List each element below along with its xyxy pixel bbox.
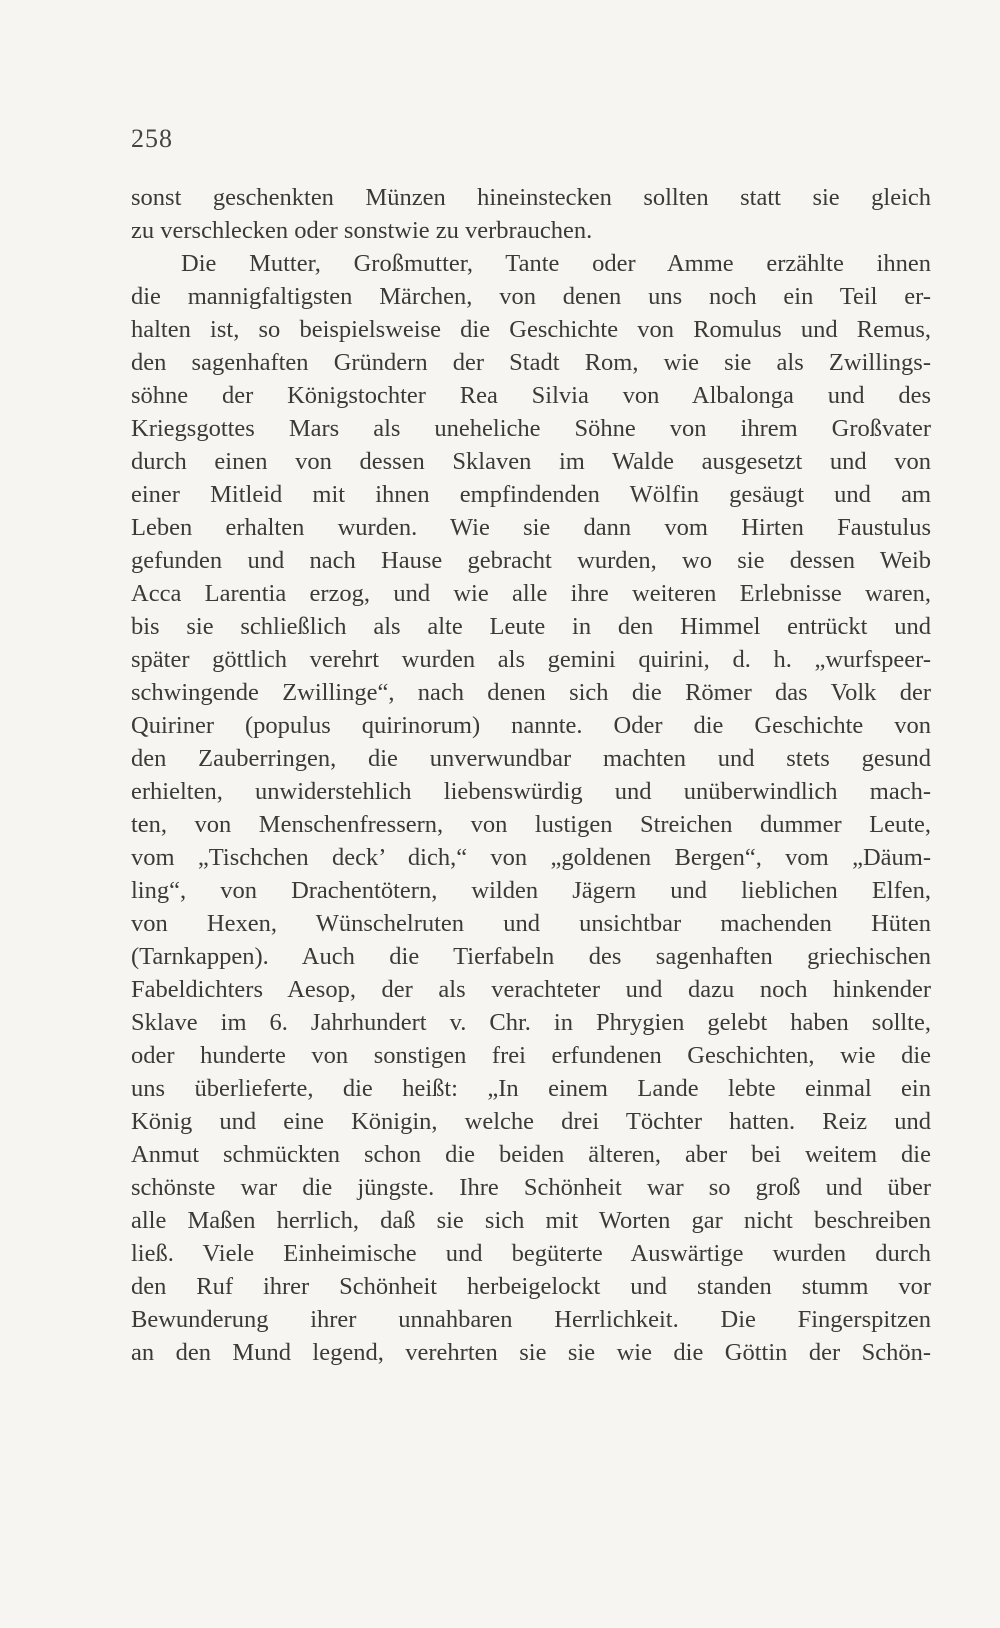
text-line: von Hexen, Wünschelruten und unsichtbar machenden Hüten	[131, 910, 931, 937]
text-line: erhielten, unwiderstehlich liebenswürdig und unüberwindlich mach-	[131, 778, 931, 805]
text-line: schwingende Zwillinge“, nach denen sich die Römer das Volk der	[131, 679, 931, 706]
text-line: ten, von Menschenfressern, von lustigen Streichen dummer Leute,	[131, 811, 931, 838]
text-line: gefunden und nach Hause gebracht wurden, wo sie dessen Weib	[131, 547, 931, 574]
text-line: alle Maßen herrlich, daß sie sich mit Worten gar nicht beschreiben	[131, 1207, 931, 1234]
text-line: Fabeldichters Aesop, der als verachteter und dazu noch hinkender	[131, 976, 931, 1003]
text-line: sonst geschenkten Münzen hineinstecken sollten statt sie gleich	[131, 184, 931, 211]
text-line: oder hunderte von sonstigen frei erfundenen Geschichten, wie die	[131, 1042, 931, 1069]
paragraph-start-line: Die Mutter, Großmutter, Tante oder Amme erzählte ihnen	[181, 250, 931, 277]
text-line: vom „Tischchen deck’ dich,“ von „goldenen Bergen“, vom „Däum-	[131, 844, 931, 871]
body-text	[131, 181, 931, 1369]
text-line: uns überlieferte, die heißt: „In einem Lande lebte einmal ein	[131, 1075, 931, 1102]
text-line: an den Mund legend, verehrten sie sie wie die Göttin der Schön-	[131, 1339, 931, 1366]
page-number: 258	[131, 124, 173, 153]
text-line: ling“, von Drachentötern, wilden Jägern und lieblichen Elfen,	[131, 877, 931, 904]
text-line: den sagenhaften Gründern der Stadt Rom, wie sie als Zwillings-	[131, 349, 931, 376]
text-line: söhne der Königstochter Rea Silvia von Albalonga und des	[131, 382, 931, 409]
text-line: Kriegsgottes Mars als uneheliche Söhne von ihrem Großvater	[131, 415, 931, 442]
text-line: Bewunderung ihrer unnahbaren Herrlichkeit. Die Fingerspitzen	[131, 1306, 931, 1333]
text-line: ließ. Viele Einheimische und begüterte Auswärtige wurden durch	[131, 1240, 931, 1267]
text-line: Leben erhalten wurden. Wie sie dann vom Hirten Faustulus	[131, 514, 931, 541]
text-line: den Zauberringen, die unverwundbar machten und stets gesund	[131, 745, 931, 772]
text-line: einer Mitleid mit ihnen empfindenden Wölfin gesäugt und am	[131, 481, 931, 508]
text-line: durch einen von dessen Sklaven im Walde ausgesetzt und von	[131, 448, 931, 475]
text-line: später göttlich verehrt wurden als gemini quirini, d. h. „wurfspeer-	[131, 646, 931, 673]
text-line: den Ruf ihrer Schönheit herbeigelockt und standen stumm vor	[131, 1273, 931, 1300]
text-line: (Tarnkappen). Auch die Tierfabeln des sagenhaften griechischen	[131, 943, 931, 970]
text-line: Sklave im 6. Jahrhundert v. Chr. in Phrygien gelebt haben sollte,	[131, 1009, 931, 1036]
text-line: König und eine Königin, welche drei Töchter hatten. Reiz und	[131, 1108, 931, 1135]
text-line: Quiriner (populus quirinorum) nannte. Oder die Geschichte von	[131, 712, 931, 739]
text-line: zu verschlecken oder sonstwie zu verbrauchen.	[131, 217, 593, 244]
text-line: die mannigfaltigsten Märchen, von denen uns noch ein Teil er-	[131, 283, 931, 310]
text-line: halten ist, so beispielsweise die Geschichte von Romulus und Remus,	[131, 316, 931, 343]
text-line: Acca Larentia erzog, und wie alle ihre weiteren Erlebnisse waren,	[131, 580, 931, 607]
text-line: schönste war die jüngste. Ihre Schönheit war so groß und über	[131, 1174, 931, 1201]
text-line: bis sie schließlich als alte Leute in den Himmel entrückt und	[131, 613, 931, 640]
text-line: Anmut schmückten schon die beiden älteren, aber bei weitem die	[131, 1141, 931, 1168]
